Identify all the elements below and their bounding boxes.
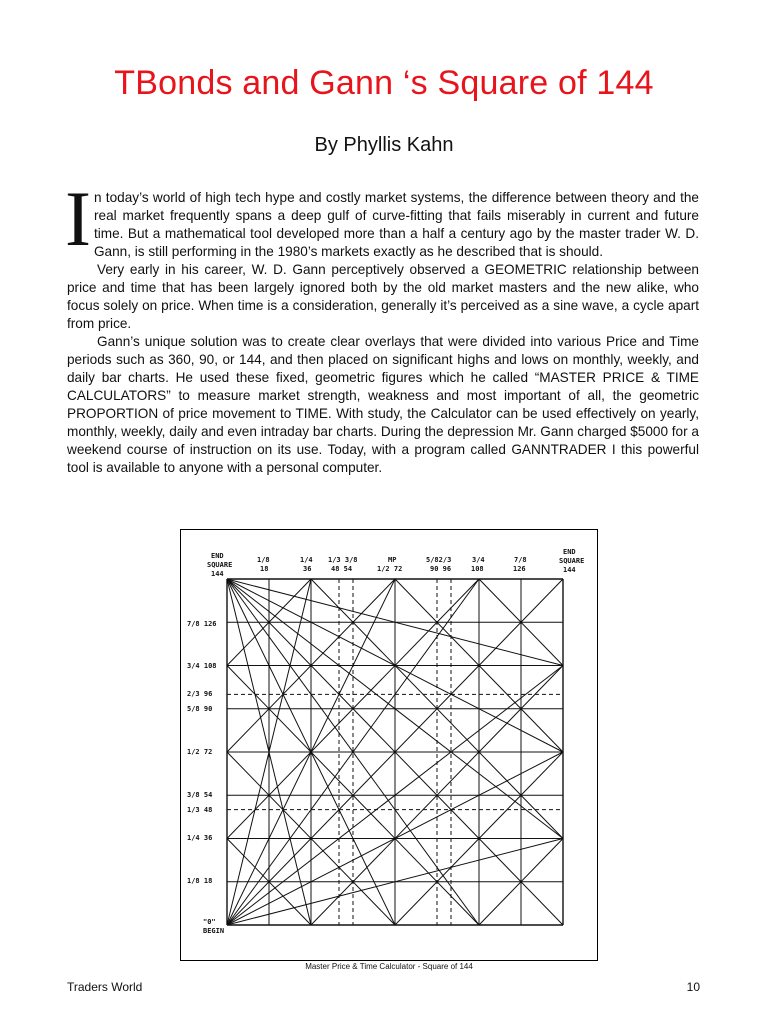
top-label-72-value: 1/2 72 — [377, 565, 403, 573]
top-label-108-fraction: 3/4 — [472, 556, 485, 564]
paragraph-3: Gann’s unique solution was to create clear overlays that were divided into various Price and Time periods such as 360, 90, or 144, and then placed on significant highs and lows on monthly, weekly, and daily bar charts. He used these fixed, geometric figures which he called “MASTER PRICE & TIME CALCULATORS” to measure market strength, weakness and most important of all, the geometric PROPORTION of price movement to TIME. With study, the Calculator can be used effectively on yearly, monthly, weekly, daily and even intraday bar charts. During the depression Mr. Gann charged $5000 for a weekend course of instruction on its use. Today, with a program called GANNTRADER I this powerful tool is available to anyone with a personal computer. — [67, 334, 699, 475]
top-label-126-value: 126 — [513, 565, 526, 573]
top-label-end-square-right-3: 144 — [563, 566, 576, 574]
paragraph-1-text: n today’s world of high tech hype and costly market systems, the difference between theory and the real market frequently spans a deep gulf of curve-fitting that fails miserably in current and future time. But a mathematical tool developed more than a half a century ago by the master trader W. D. Gann, is still performing in the 1980’s markets exactly as he described that is should. — [93, 190, 699, 259]
gann-grid — [227, 579, 563, 925]
top-labels — [207, 548, 584, 578]
left-label-90: 5/8 90 — [187, 705, 213, 713]
left-label-126: 7/8 126 — [187, 620, 217, 628]
top-label-end-square-right-2: SQUARE — [559, 557, 585, 565]
gann-square-diagram — [181, 530, 597, 960]
top-label-18-fraction: 1/8 — [257, 556, 270, 564]
left-label-54: 3/8 54 — [187, 791, 213, 799]
paragraph-1 — [65, 175, 699, 262]
gann-square-figure — [180, 529, 598, 961]
left-label-48: 1/3 48 — [187, 806, 213, 814]
top-label-end-square-left-3: 144 — [211, 570, 224, 578]
footer-publication: Traders World — [67, 980, 143, 994]
top-label-72-mp: MP — [388, 556, 397, 564]
article-byline: By Phyllis Kahn — [314, 134, 454, 156]
top-label-90-96-value: 90 96 — [430, 565, 452, 573]
left-labels — [187, 620, 224, 935]
left-label-18: 1/8 18 — [187, 877, 213, 885]
top-label-end-square-left-1: END — [211, 552, 224, 560]
top-label-48-54-fraction: 1/3 3/8 — [328, 556, 358, 564]
top-label-18-value: 18 — [260, 565, 269, 573]
left-label-zero: "0" — [203, 918, 216, 926]
article-body — [65, 175, 699, 477]
left-label-108: 3/4 108 — [187, 662, 217, 670]
figure-caption: Master Price & Time Calculator - Square of 144 — [305, 962, 473, 971]
left-label-36: 1/4 36 — [187, 834, 213, 842]
paragraph-2: Very early in his career, W. D. Gann perceptively observed a GEOMETRIC relationship between price and time that has been largely ignored both by the old market masters and the new alike, who focus solely on price. When time is a consideration, generally it’s perceived as a sine wave, a cycle apart from price. — [67, 262, 699, 331]
top-label-end-square-left-2: SQUARE — [207, 561, 233, 569]
top-label-90-96-fraction: 5/82/3 — [426, 556, 452, 564]
drop-cap: I — [65, 175, 91, 262]
top-label-end-square-right-1: END — [563, 548, 576, 556]
top-label-36-value: 36 — [303, 565, 312, 573]
left-label-96: 2/3 96 — [187, 690, 213, 698]
top-label-48-54-value: 48 54 — [331, 565, 353, 573]
left-label-begin: BEGIN — [203, 927, 225, 935]
footer-page-number: 10 — [686, 980, 700, 994]
top-label-36-fraction: 1/4 — [300, 556, 313, 564]
article-title: TBonds and Gann ‘s Square of 144 — [114, 64, 654, 102]
top-label-108-value: 108 — [471, 565, 484, 573]
top-label-126-fraction: 7/8 — [514, 556, 527, 564]
left-label-72: 1/2 72 — [187, 748, 213, 756]
